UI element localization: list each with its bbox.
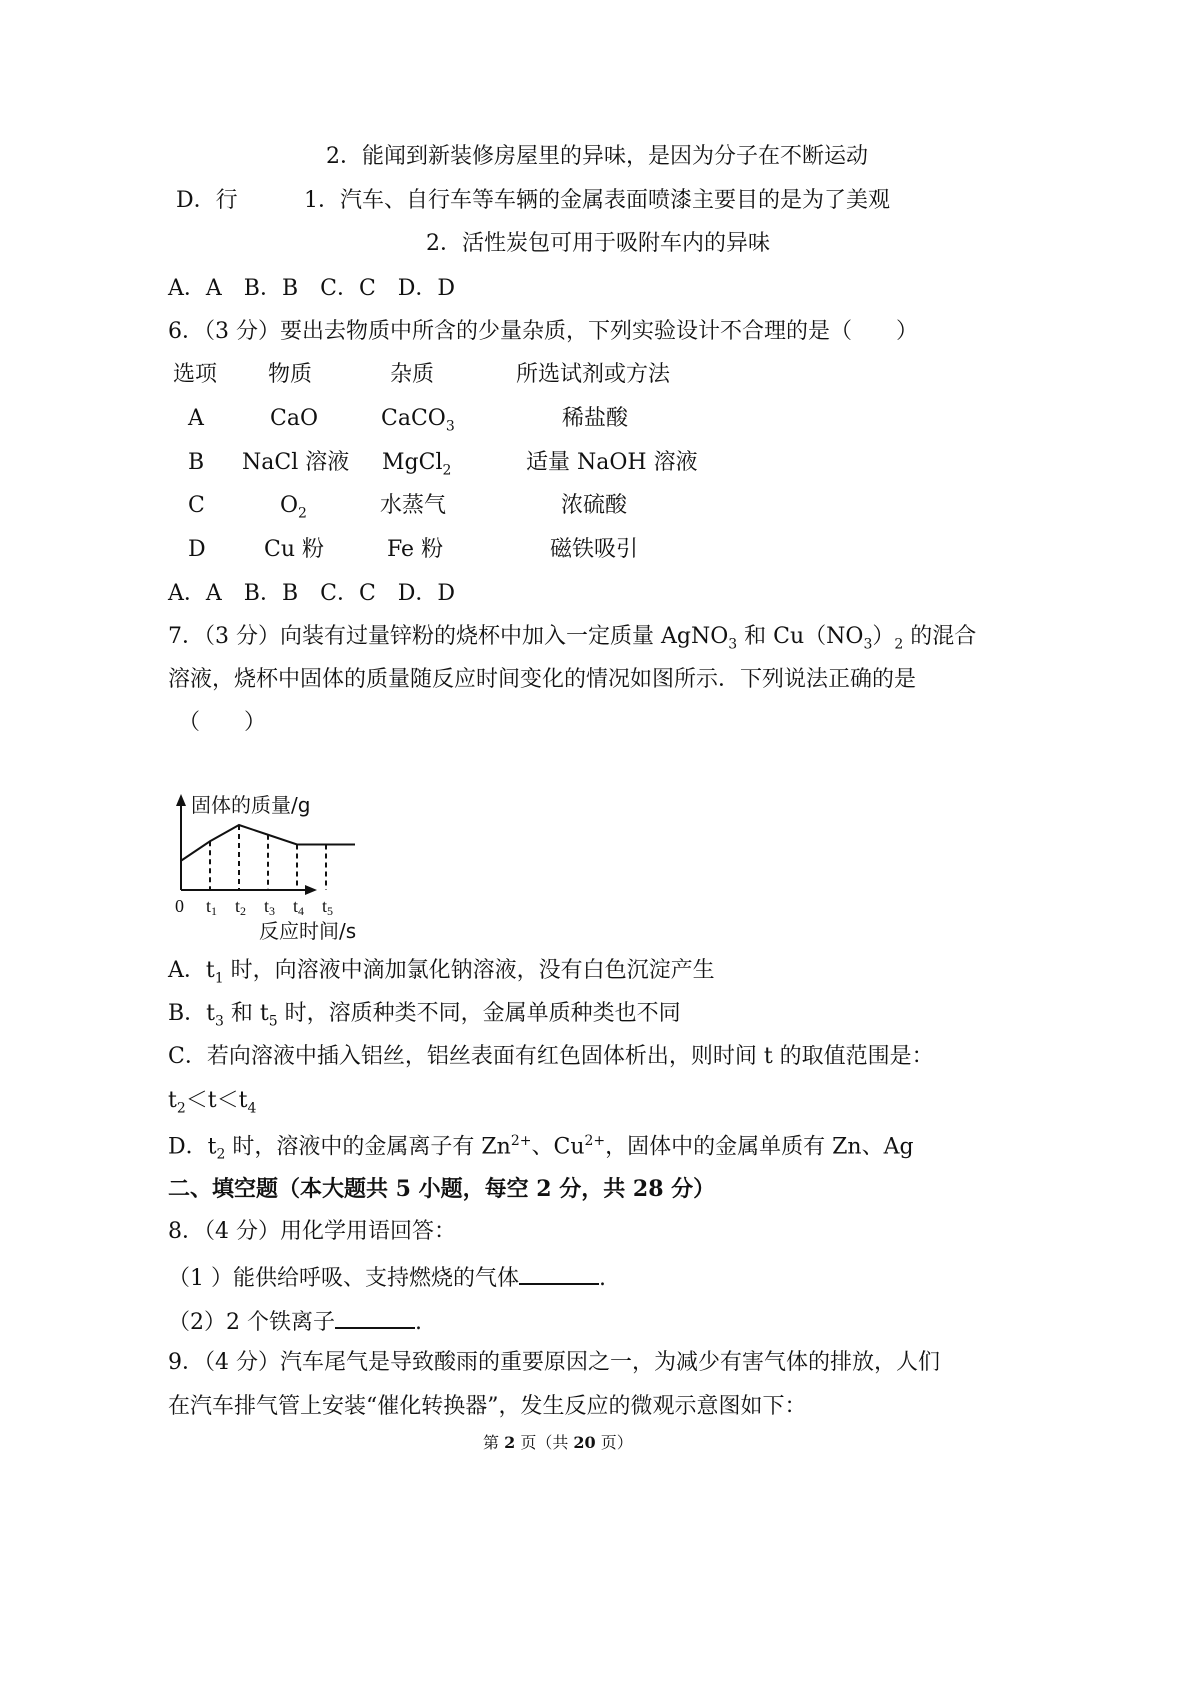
mass-time-graph	[175, 790, 375, 1030]
q7-choice-a: A．$t_1$ 时，向溶液中滴加氯化钠溶液，没有白色沉淀产生	[168, 958, 715, 987]
q6-row-a-substance: CaO	[270, 406, 318, 431]
q6-row-a-method: 稀盐酸	[562, 406, 629, 431]
q6-row-b-substance: NaCl 溶液	[242, 450, 350, 475]
q6-header-substance: 物质	[268, 362, 313, 387]
x-tick-t2: t2	[235, 896, 247, 918]
y-axis-arrow	[176, 794, 186, 806]
q6-options: A．A B．B C．C D．D	[168, 581, 456, 606]
q6-row-b-option: B	[188, 450, 205, 475]
x-tick-t3: t3	[264, 896, 276, 918]
section2-heading: 二、填空题（本大题共 5 小题，每空 2 分，共 28 分）	[168, 1176, 716, 1202]
q9-line2: 在汽车排气管上安装“催化转换器”，发生反应的微观示意图如下：	[168, 1394, 807, 1419]
x-tick-labels	[175, 896, 333, 918]
x-axis-label: 反应时间/s	[259, 919, 357, 943]
q5-row-d-item1: 1．汽车、自行车等车辆的金属表面喷漆主要目的是为了美观	[304, 188, 890, 213]
q6-header-impurity: 杂质	[390, 362, 435, 387]
q6-row-a-option: A	[188, 406, 204, 431]
q8-sub2-blank[interactable]	[335, 1309, 415, 1329]
q6-row-c-substance: $O_2$	[280, 493, 307, 522]
q7-choice-c-line1: C．若向溶液中插入铝丝，铝丝表面有红色固体析出，则时间 t 的取值范围是：	[168, 1044, 934, 1069]
q6-row-c-option: C	[188, 493, 205, 518]
q6-row-c-impurity: 水蒸气	[380, 493, 447, 518]
x-tick-t5: t5	[322, 896, 334, 918]
q7-stem-line2: 溶液，烧杯中固体的质量随反应时间变化的情况如图所示．下列说法正确的是	[168, 667, 917, 692]
q7-stem-line3: （ ）	[178, 710, 267, 735]
q7-choice-d: D．$t_2$ 时，溶液中的金属离子有 $Zn^{2+}$、$Cu^{2+}$，固体中的金属单质有 Zn、Ag	[168, 1133, 914, 1163]
q6-stem: 6．（3 分）要出去物质中所含的少量杂质，下列实验设计不合理的是（ ）	[168, 319, 918, 344]
q6-row-b-impurity: MgCl$_2$	[382, 450, 452, 479]
x-tick-0: 0	[175, 896, 184, 916]
q9-line1: 9．（4 分）汽车尾气是导致酸雨的重要原因之一，为减少有害气体的排放，人们	[168, 1350, 940, 1375]
q7-stem-line1: 7．（3 分）向装有过量锌粉的烧杯中加入一定质量 AgNO$_3$ 和 $Cu(NO_3)_2$ 的混合	[168, 624, 977, 653]
q6-row-d-method: 磁铁吸引	[550, 537, 639, 562]
q5-options: A．A B．B C．C D．D	[168, 276, 456, 301]
q7-choice-b: B．$t_3$ 和 $t_5$ 时，溶质种类不同，金属单质种类也不同	[168, 1001, 681, 1030]
q7-choice-c-line2: $t_2<t<t_4$	[168, 1088, 257, 1117]
page-footer: 第 2 页（共 20 页）	[483, 1433, 633, 1452]
x-tick-t4: t4	[293, 896, 305, 918]
q6-row-d-impurity: Fe 粉	[387, 537, 444, 562]
x-tick-t1: t1	[206, 896, 218, 918]
x-axis-arrow	[305, 885, 317, 895]
q6-header-method: 所选试剂或方法	[516, 362, 671, 387]
q6-row-d-option: D	[188, 537, 206, 562]
q6-row-a-impurity: CaCO$_3$	[381, 406, 455, 435]
q8-sub1-blank[interactable]	[519, 1265, 599, 1285]
q8-stem: 8．（4 分）用化学用语回答：	[168, 1219, 456, 1244]
q5-row-d-label: D．行	[176, 188, 238, 213]
q6-row-c-method: 浓硫酸	[561, 493, 628, 518]
q8-sub2: （2）2 个铁离子 .	[168, 1310, 422, 1335]
y-axis-label: 固体的质量/g	[191, 793, 311, 817]
q5-row-c-item2: 2．能闻到新装修房屋里的异味，是因为分子在不断运动	[326, 144, 868, 169]
q6-row-d-substance: Cu 粉	[264, 537, 324, 562]
q6-row-b-method: 适量 NaOH 溶液	[526, 450, 698, 475]
q6-header-option: 选项	[173, 362, 218, 387]
q8-sub1: （1 ）能供给呼吸、支持燃烧的气体 .	[168, 1266, 606, 1291]
q5-row-d-item2: 2．活性炭包可用于吸附车内的异味	[426, 231, 770, 256]
